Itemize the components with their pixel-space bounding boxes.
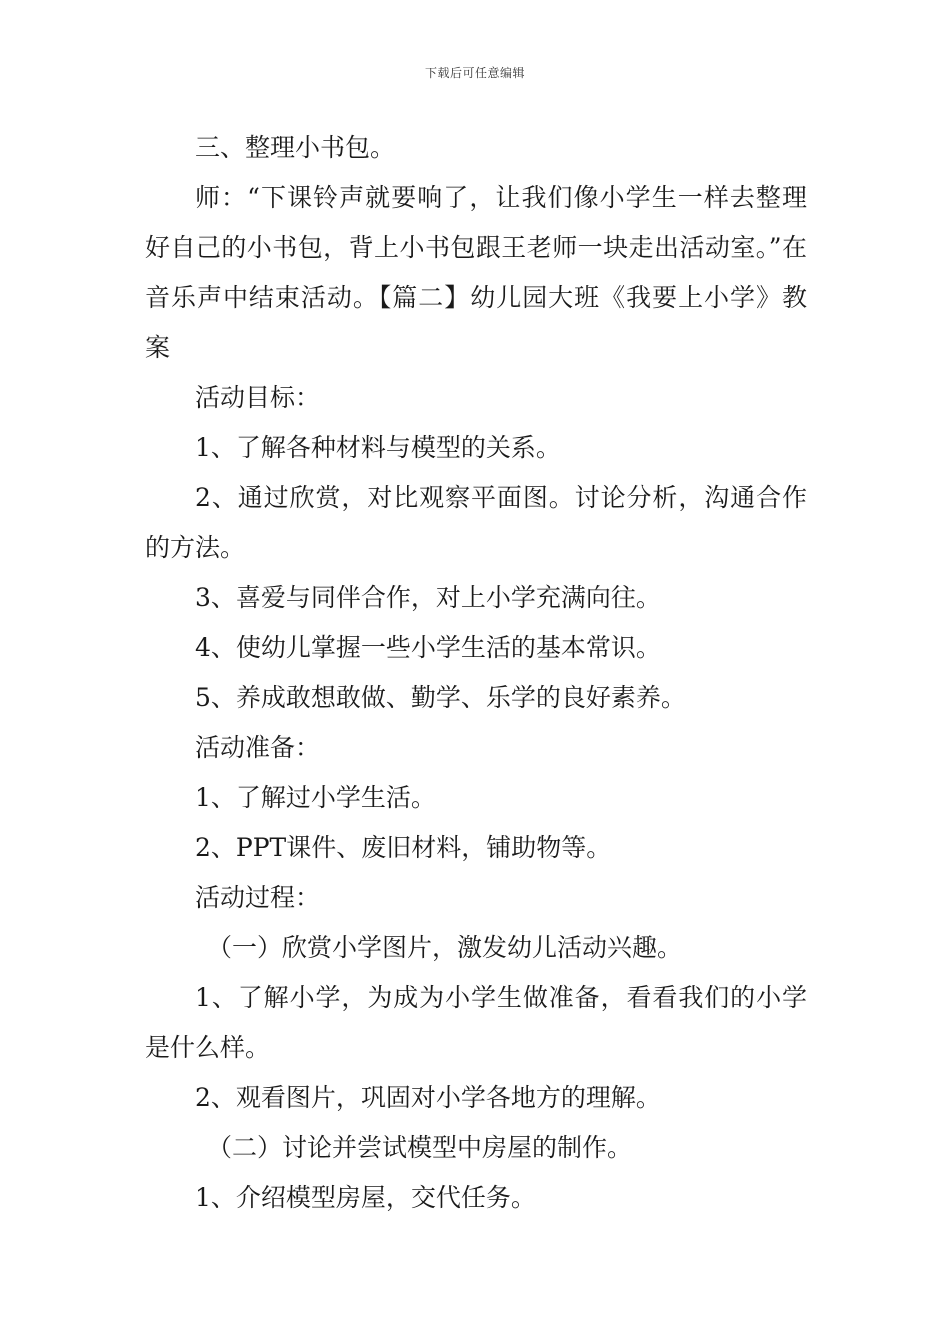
paragraph-prep-heading: 活动准备： (195, 733, 321, 762)
paragraph-goal-1: 1、了解各种材料与模型的关系。 (195, 433, 561, 462)
paragraph-goal-3: 3、喜爱与同伴合作，对上小学充满向往。 (195, 583, 661, 612)
paragraph-step-one-1: 1、了解小学，为成为小学生做准备，看看我们的小学是什么样。 (145, 983, 807, 1062)
page-header: 下载后可任意编辑 (424, 66, 525, 80)
paragraph-teacher-speech: 师：“下课铃声就要响了，让我们像小学生一样去整理好自己的小书包，背上小书包跟王老师一块走出活动室。”在音乐声中结束活动。【篇二】幼儿园大班《我要上小学》教案 (145, 183, 807, 362)
paragraph-step-two: （二）讨论并尝试模型中房屋的制作。 (207, 1133, 633, 1162)
paragraph-step-one: （一）欣赏小学图片，激发幼儿活动兴趣。 (207, 933, 683, 962)
paragraph-process-heading: 活动过程： (195, 883, 321, 912)
paragraph-section-three: 三、整理小书包。 (195, 133, 396, 162)
paragraph-goal-5: 5、养成敢想敢做、勤学、乐学的良好素养。 (195, 683, 686, 712)
document-body (145, 123, 807, 1223)
paragraph-goal-4: 4、使幼儿掌握一些小学生活的基本常识。 (195, 633, 661, 662)
paragraph-goals-heading: 活动目标： (195, 383, 321, 412)
paragraph-step-two-1: 1、介绍模型房屋，交代任务。 (195, 1183, 536, 1212)
paragraph-step-one-2: 2、观看图片，巩固对小学各地方的理解。 (195, 1083, 661, 1112)
paragraph-goal-2: 2、通过欣赏，对比观察平面图。讨论分析，沟通合作的方法。 (145, 483, 807, 562)
paragraph-prep-2: 2、PPT课件、废旧材料，铺助物等。 (195, 833, 612, 862)
paragraph-prep-1: 1、了解过小学生活。 (195, 783, 436, 812)
